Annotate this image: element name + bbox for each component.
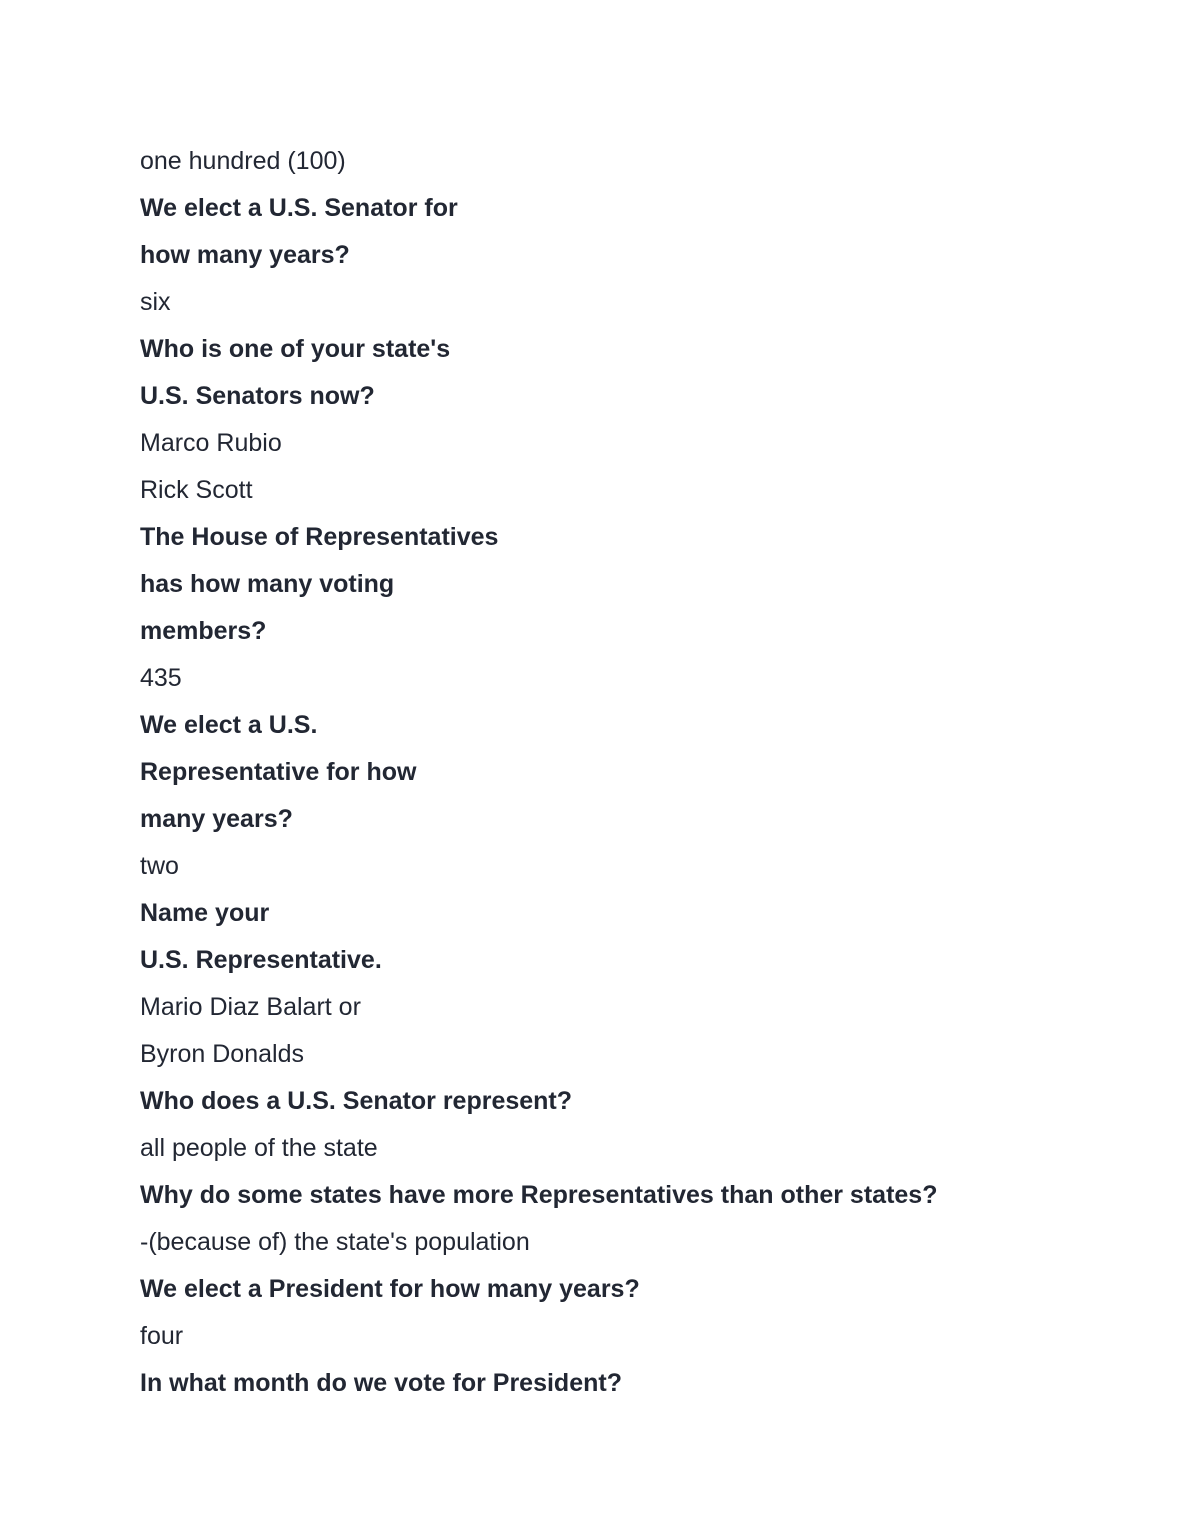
answer-line: Marco Rubio bbox=[140, 429, 282, 457]
answer-line: Byron Donalds bbox=[140, 1040, 304, 1068]
question-line: In what month do we vote for President? bbox=[140, 1369, 622, 1397]
question-line: We elect a President for how many years? bbox=[140, 1275, 640, 1303]
answer-line: 435 bbox=[140, 664, 182, 692]
question-line: Why do some states have more Representatives than other states? bbox=[140, 1181, 938, 1209]
answer-line: all people of the state bbox=[140, 1134, 378, 1162]
question-line: We elect a U.S. Senator for bbox=[140, 194, 458, 222]
question-line: how many years? bbox=[140, 241, 350, 269]
answer-line: -(because of) the state's population bbox=[140, 1228, 530, 1256]
question-line: Who is one of your state's bbox=[140, 335, 451, 363]
answer-line: two bbox=[140, 852, 179, 880]
answer-line: Rick Scott bbox=[140, 476, 253, 504]
question-line: many years? bbox=[140, 805, 293, 833]
question-line: Representative for how bbox=[140, 758, 417, 786]
question-line: Who does a U.S. Senator represent? bbox=[140, 1087, 573, 1115]
question-line: We elect a U.S. bbox=[140, 711, 318, 739]
question-line: has how many voting bbox=[140, 570, 395, 598]
question-line: members? bbox=[140, 617, 267, 645]
answer-line: one hundred (100) bbox=[140, 147, 346, 175]
question-line: U.S. Representative. bbox=[140, 946, 382, 974]
question-line: U.S. Senators now? bbox=[140, 382, 375, 410]
question-line: The House of Representatives bbox=[140, 523, 499, 551]
answer-line: six bbox=[140, 288, 171, 316]
answer-line: four bbox=[140, 1322, 184, 1350]
document-page bbox=[140, 138, 1100, 1407]
answer-line: Mario Diaz Balart or bbox=[140, 993, 361, 1021]
question-line: Name your bbox=[140, 899, 270, 927]
